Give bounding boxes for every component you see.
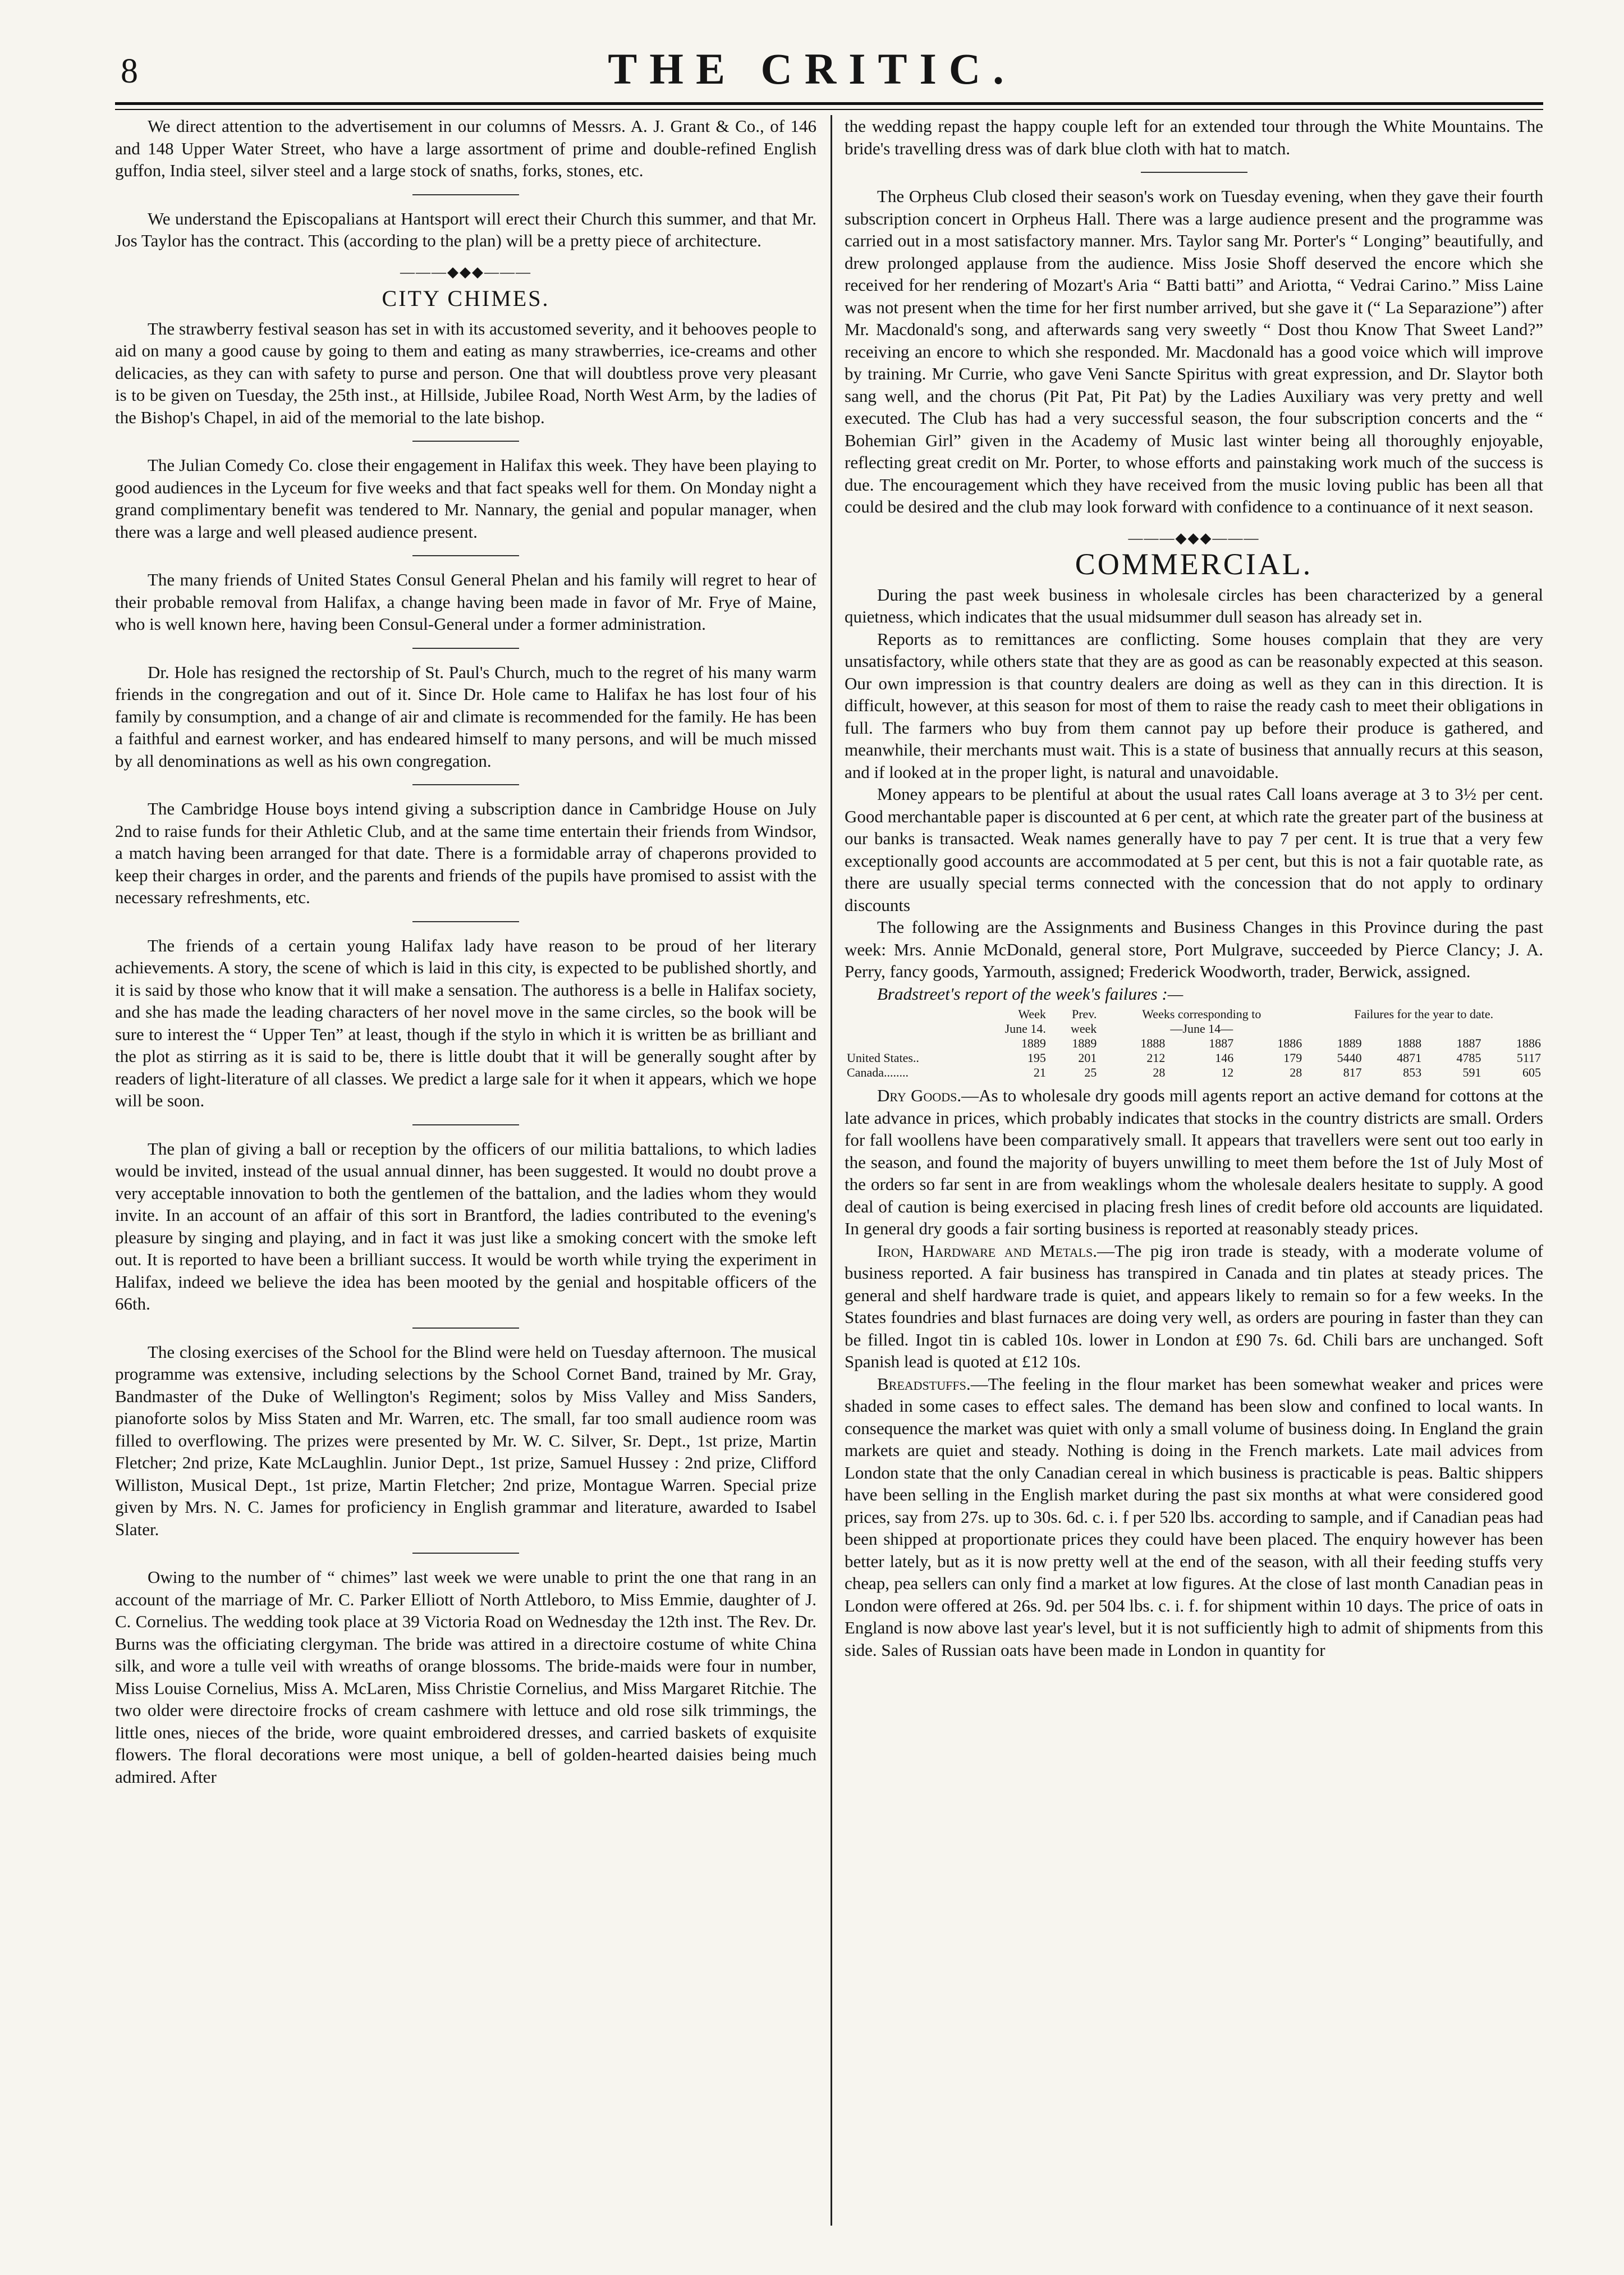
article-separator: [412, 555, 519, 556]
bradstreet-line: Bradstreet's report of the week's failures :—: [877, 983, 1183, 1004]
table-cell: 25: [1084, 1065, 1097, 1079]
iron-text: —The pig iron trade is steady, with a moderate volume of business reported. A fair business has transpired in Canada and tin plates at steady prices. The general and shelf hardware trade is quiet, and appears likely to remain so for a few weeks. In the States foundries and blast furnaces are doing very well, as orders are pouring in faster than they can be filled. Ingot tin is cabled 10s. lower in London at £90 7s. 6d. Chili bars are unchanged. Soft Spanish lead is quoted at £12 10s.: [845, 1241, 1543, 1371]
table-header-cell: Failures for the year to date.: [1354, 1007, 1494, 1021]
table-header-cell: [1304, 1022, 1543, 1036]
ornament-divider: ———◆◆◆———: [400, 263, 531, 280]
masthead-title: THE CRITIC.: [608, 44, 1016, 93]
table-year-cell: 1886: [1277, 1036, 1302, 1050]
article-separator: [412, 648, 519, 649]
article-paragraph: The strawberry festival season has set in with its accustomed severity, and it behooves people to aid on many a good cause by going to them and eating as many strawberries, ice-creams and other delicacies, as they can with safety to purse and person. One that will doubtless prove very pleasant is to be given on Tuesday, the 25th inst., at Hillside, Jubilee Road, North West Arm, by the ladies of the Bishop's Chapel, in aid of the memorial to the late bishop.: [115, 318, 816, 427]
article-paragraph: Money appears to be plentiful at about the usual rates Call loans average at 3 to 3½ per cent. Good merchantable paper is discounted at 6 per cent, at which rate the greater part of the business at our banks is transacted. Weak names generally have to pay 7 per cent. It is true that a very few exceptionally good accounts are accommodated at 5 per cent, but this is not a fair quotable rate, as there are usually special terms connected with the concession that do not apply to ordinary discounts: [845, 784, 1543, 915]
table-header-cell: Week: [1018, 1007, 1046, 1021]
breadstuffs-text: —The feeling in the flour market has been somewhat weaker and prices were shaded in some cases to effect sales. The demand has been slow and confined to local wants. In consequence the market was quiet with only a small volume of business doing. In England the grain markets are quiet and steady. Nothing is doing in the French markets. Late mail advices from London state that the only Canadian cereal in which business is practicable is peas. Baltic shippers have been selling in the English market during the past six months at what were considered good prices, say from 27s. up to 30s. 6d. c. i. f per 520 lbs. according to sample, and if Canadian peas had been shipped at proportionate prices they could have been placed. The enquiry however has been better lately, but as it is now pretty well at the end of the season, with all their feeding stuffs very cheap, pea sellers can only find a market at low figures. At the close of last month Canadian peas in London were offered at 26s. 9d. per 504 lbs. c. i. f. for shipment within 10 days. The price of oats in England is now above last year's level, but it is not sufficiently high to admit of shipments from this side. Sales of Russian oats have been made in London in quantity for: [845, 1374, 1543, 1660]
masthead-rule-thin: [115, 109, 1543, 110]
article-paragraph: We direct attention to the advertisement in our columns of Messrs. A. J. Grant & Co., of 146 and 148 Upper Water Street, who have a large assortment of prime and double-refined English guffon, India steel, silver steel and a large stock of snaths, forks, stones, etc.: [115, 116, 816, 180]
article-separator: [412, 784, 519, 785]
article-separator: [412, 1124, 519, 1125]
article-paragraph: The Orpheus Club closed their season's work on Tuesday evening, when they gave their fourth subscription concert in Orpheus Hall. There was a large audience present and the programme was carried out in a most satisfactory manner. Mrs. Taylor sang Mr. Porter's “ Longing” beautifully, and drew prolonged applause from the audience. Miss Josie Shoff deserved the encore which she received for her rendering of Mozart's Aria “ Batti batti” and Ariotta, “ Vedrai Carino.” Miss Laine was not present when the time for her first number arrived, but she gave it (“ La Separazione”) after Mr. Macdonald's song, and afterwards sang very sweetly “ Dost thou Know That Sweet Land?” receiving an encore to which she responded. Mr. Macdonald has a good voice which will improve by training. Mr Currie, who gave Veni Sancte Spiritus with great expression, and Dr. Slaytor both sang well, and the chorus (Pit Pat, Pit Pat) by the Ladies Auxiliary was very pretty and well executed. The Club has had a very successful season, the four subscription concerts and the “ Bohemian Girl” given in the Academy of Music last winter being all thoroughly enjoyable, reflecting great credit on Mr. Porter, to whose efforts and painstaking work much of the success is due. The encouragement which they have received from the music loving public has been all that could be desired and the club may look forward with confidence to a continuance of it next season.: [845, 186, 1543, 516]
table-row-label: United States..: [847, 1051, 919, 1065]
table-cell: 28: [1290, 1065, 1302, 1079]
table-cell: 4785: [1456, 1051, 1481, 1065]
table-cell: 12: [1221, 1065, 1234, 1079]
table-cell: 195: [1027, 1051, 1046, 1065]
table-cell: 201: [1078, 1051, 1097, 1065]
article-separator: [412, 921, 519, 922]
table-cell: 4871: [1397, 1051, 1422, 1065]
dry-goods-text: —As to wholesale dry goods mill agents report an active demand for cottons at the late advance in prices, which probably indicates that stocks in the country districts are small. Orders for fall woollens have been comparatively small. It appears that travellers were sent out too early in the season, and found the majority of buyers unwilling to meet them before the 1st of July Most of the orders so far sent in are from weaklings whom the wholesale dealers hesitate to supply. A good deal of caution is being exercised in placing fresh lines of credit before old accounts are liquidated. In general dry goods a fair sorting business is reported at reasonably steady prices.: [845, 1086, 1543, 1238]
table-cell: 591: [1462, 1065, 1481, 1079]
table-year-cell: 1889: [1072, 1036, 1097, 1050]
left-column: [115, 115, 816, 2226]
article-paragraph: Owing to the number of “ chimes” last week we were unable to print the one that rang in an account of the marriage of Mr. C. Parker Elliott of North Attleboro, to Miss Emmie, daughter of J. C. Cornelius. The wedding took place at 39 Victoria Road on Wednesday the 12th inst. The Rev. Dr. Burns was the officiating clergyman. The bride was attired in a directoire costume of white China silk, and wore a tulle veil with wreaths of orange blossoms. The bride-maids were four in number, Miss Louise Cornelius, Miss A. McLaren, Miss Christie Cornelius, and Miss Margaret Ritchie. The two older were directoire frocks of cream cashmere with lettuce and old rose silk trimmings, the little ones, nieces of the bride, wore quaint embroidered dresses, and carried baskets of exquisite flowers. The floral decorations were most unique, a bell of golden-hearted daisies being much admired. After: [115, 1567, 816, 1787]
article-separator: [412, 1328, 519, 1329]
article-paragraph: The friends of a certain young Halifax lady have reason to be proud of her literary achievements. A story, the scene of which is laid in this city, is expected to be published shortly, and it is said by those who know that it will make a sensation. The authoress is a belle in Halifax society, and she has made the leading characters of her novel move in the same circles, so the book will be sure to interest the “ Upper Ten” at least, though if the stylo in which it is written be as brilliant and the plot as stirring as it is said to be, there is little doubt that it will be generally sought after by readers of light-literature of all classes. We predict a large sale for it when it appears, which we hope will be soon.: [115, 935, 816, 1110]
breadstuffs-paragraph: [845, 1373, 1543, 1661]
table-cell: 28: [1153, 1065, 1166, 1079]
iron-label: Iron, Hardware and Metals.: [877, 1241, 1098, 1261]
table-header-cell: [845, 1007, 972, 1022]
article-separator: [412, 194, 519, 195]
table-cell: 212: [1146, 1051, 1166, 1065]
table-header-cell: —June 14—: [1170, 1022, 1233, 1036]
table-header-cell: week: [1070, 1022, 1097, 1036]
table-cell: 605: [1522, 1065, 1541, 1079]
table-cell: 5440: [1337, 1051, 1362, 1065]
table-cell: 817: [1343, 1065, 1362, 1079]
article-separator: [412, 1553, 519, 1554]
table-cell: 146: [1215, 1051, 1234, 1065]
section-heading-city-chimes: CITY CHIMES.: [382, 286, 550, 311]
table-cell: 179: [1283, 1051, 1302, 1065]
table-year-cell: 1888: [1397, 1036, 1422, 1050]
table-year-cell: 1889: [1337, 1036, 1362, 1050]
table-row: [845, 1051, 1543, 1065]
breadstuffs-label: Breadstuffs.: [877, 1374, 971, 1394]
article-paragraph: During the past week business in wholesale circles has been characterized by a general quietness, which indicates that the usual midsummer dull season has already set in.: [845, 584, 1543, 626]
page-number: 8: [121, 52, 138, 90]
iron-paragraph: [845, 1240, 1543, 1373]
dry-goods-paragraph: [845, 1084, 1543, 1240]
table-row-label: Canada........: [847, 1065, 909, 1079]
table-year-cell: 1888: [1140, 1036, 1166, 1050]
table-cell: 5117: [1516, 1051, 1541, 1065]
table-cell: 21: [1033, 1065, 1046, 1079]
ornament-divider: ———◆◆◆———: [1128, 529, 1260, 546]
section-heading-commercial: COMMERCIAL.: [1075, 547, 1313, 581]
dry-goods-label: Dry Goods.: [877, 1086, 962, 1105]
table-header-cell: [845, 1036, 972, 1051]
table-header-cell: [845, 1022, 972, 1036]
table-header-cell: June 14.: [1004, 1022, 1046, 1036]
table-year-cell: 1887: [1456, 1036, 1481, 1050]
article-separator: [412, 441, 519, 442]
column-divider: [831, 115, 832, 2226]
table-year-cell: 1889: [1021, 1036, 1046, 1050]
article-paragraph: The Cambridge House boys intend giving a subscription dance in Cambridge House on July 2nd to raise funds for their Athletic Club, and at the same time entertain their friends from Windsor, a match having been arranged for that date. There is a formidable array of chaperons provided to keep their charges in order, and the parents and friends of the pupils have promised to assist with the necessary refreshments, etc.: [115, 799, 816, 907]
table-cell: 853: [1403, 1065, 1422, 1079]
article-paragraph: The following are the Assignments and Business Changes in this Province during the past week: Mrs. Annie McDonald, general store, Port Mulgrave, succeeded by Pierce Clancy; J. A. Perry, fancy goods, Yarmouth, assigned; Frederick Woodworth, trader, Berwick, assigned.: [845, 917, 1543, 981]
article-paragraph: The plan of giving a ball or reception by the officers of our militia battalions, to which ladies would be invited, instead of the usual annual dinner, has been suggested. It would no doubt prove a very acceptable innovation to both the gentlemen of the battalion, and the ladies whom they would invite. In an account of an affair of this sort in Brantford, the ladies contributed to the evening's pleasure by singing and playing, and in fact it was just like a smoking concert with the smoke left out. It is reported to have been a brilliant success. It would be worth while trying the experiment in Halifax, indeed we believe the idea has been mooted by the genial and hospitable officers of the 66th.: [115, 1138, 816, 1313]
table-year-cell: 1887: [1209, 1036, 1234, 1050]
article-paragraph: Dr. Hole has resigned the rectorship of St. Paul's Church, much to the regret of his many warm friends in the congregation and out of it. Since Dr. Hole came to Halifax he has lost four of his family by consumption, and a change of air and climate is recommended for the family. He has been a faithful and earnest worker, and has endeared himself to many persons, and will be much missed by all denominations as well as his own congregation.: [115, 662, 816, 771]
article-paragraph: the wedding repast the happy couple left for an extended tour through the White Mountains. The bride's travelling dress was of dark blue cloth with hat to match.: [845, 116, 1543, 158]
failures-table: [845, 1007, 1543, 1080]
article-paragraph: The closing exercises of the School for the Blind were held on Tuesday afternoon. The musical programme was extensive, including selections by the School Cornet Band, trained by Mr. Gray, Bandmaster of the Duke of Wellington's Regiment; solos by Miss Valley and Miss Sanders, pianoforte solos by Miss Staten and Mr. Warren, etc. The small, far too small audience room was filled to overflowing. The prizes were presented by Mr. W. C. Silver, Sr. Dept., 1st prize, Martin Fletcher; 2nd prize, Kate McLaughlin. Junior Dept., 1st prize, Samuel Hussey : 2nd prize, Clifford Williston, Musical Dept., 1st prize, Martin Fletcher; 2nd prize, Montague Warren. Special prize given by Mrs. N. C. James for proficiency in English grammar and literature, awarded to Isabel Slater.: [115, 1342, 816, 1539]
article-separator: [1141, 172, 1247, 173]
table-row: [845, 1065, 1543, 1080]
masthead-rule-thick: [115, 102, 1543, 105]
article-paragraph: We understand the Episcopalians at Hantsport will erect their Church this summer, and that Mr. Jos Taylor has the contract. This (according to the plan) will be a pretty piece of architecture.: [115, 208, 816, 250]
table-year-cell: 1886: [1516, 1036, 1541, 1050]
article-paragraph: The many friends of United States Consul General Phelan and his family will regret to hear of their probable removal from Halifax, a change having been made in favor of Mr. Frye of Maine, who is well known here, having been Consul-General under a former administration.: [115, 570, 816, 634]
article-paragraph: The Julian Comedy Co. close their engagement in Halifax this week. They have been playing to good audiences in the Lyceum for five weeks and that fact speaks well for them. On Monday night a grand complimentary benefit was tendered to Mr. Nannary, the genial and popular manager, when there was a large and well pleased audience present.: [115, 455, 816, 542]
article-paragraph: Reports as to remittances are conflicting. Some houses complain that they are very unsatisfactory, while others state that they are as good as can be reasonably expected at this season. Our own impression is that country dealers are doing as well as they can in this direction. It is difficult, however, at this season for most of them to raise the ready cash to meet their obligations in full. The farmers who buy from them cannot pay up before their produce is gathered, and meanwhile, their merchants must wait. This is a state of business that annually recurs at this season, and if looked at in the proper light, is natural and unavoidable.: [845, 629, 1543, 782]
right-column: [845, 115, 1543, 2226]
table-header-cell: Weeks corresponding to: [1142, 1007, 1261, 1021]
table-header-cell: Prev.: [1071, 1007, 1097, 1021]
